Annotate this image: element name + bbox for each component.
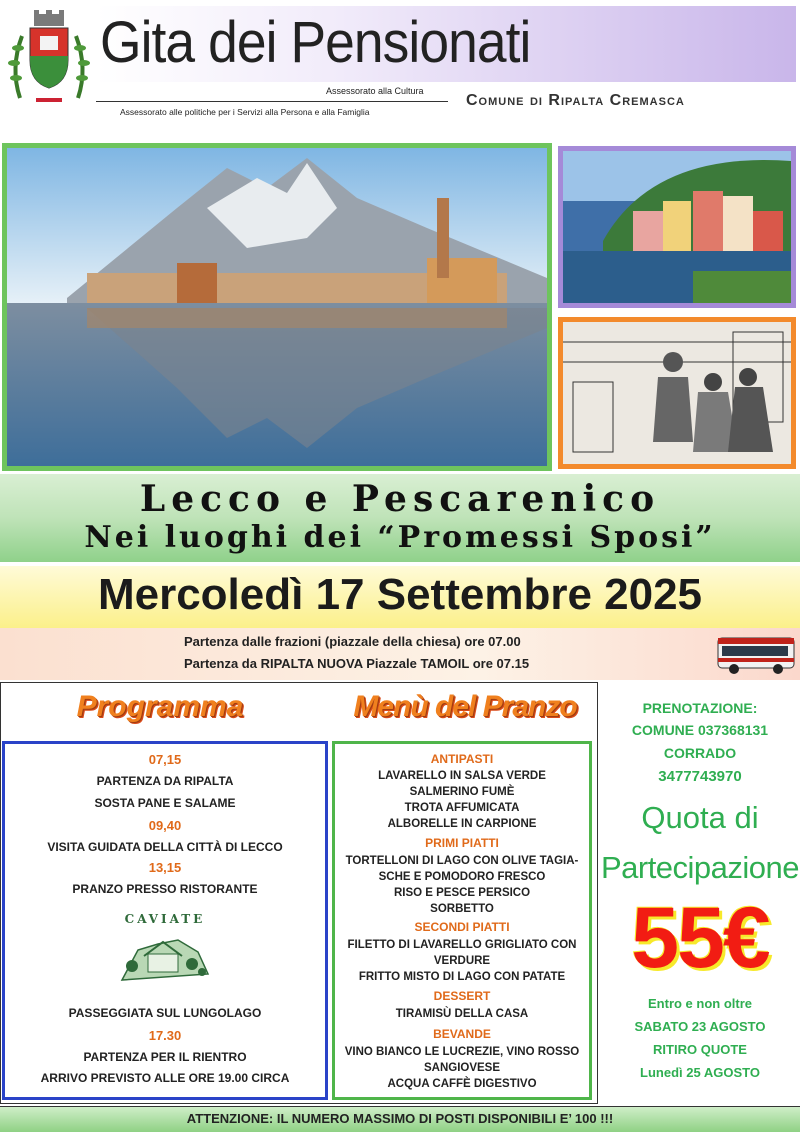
menu-item: ALBORELLE IN CARPIONE <box>387 818 537 830</box>
assessorato-servizi: Assessorato alle politiche per i Servizi alla Persona e alla Famiglia <box>120 107 370 117</box>
trip-date: Mercoledì 17 Settembre 2025 <box>97 570 703 619</box>
booking-label: PRENOTAZIONE: <box>642 700 758 716</box>
assessorato-cultura: Assessorato alla Cultura <box>326 86 424 96</box>
booking-contact-name: CORRADO <box>663 745 737 761</box>
program-time: 07,15 <box>148 752 182 767</box>
municipal-crest <box>6 8 92 108</box>
menu-item: SORBETTO <box>430 903 494 915</box>
destination-title: Lecco e Pescarenico <box>139 478 661 520</box>
menu-item: TORTELLONI DI LAGO CON OLIVE TAGIA- <box>345 855 579 867</box>
menu-item: SALMERINO FUMÈ <box>409 786 515 798</box>
varenna-village-photo <box>558 146 796 308</box>
menu-heading: Menù del Pranzo <box>353 690 577 723</box>
departure-line: Partenza dalle frazioni (piazzale della chiesa) ore 07.00 <box>184 634 521 649</box>
price: 55€ <box>631 890 769 986</box>
program-item: PRANZO PRESSO RISTORANTE <box>72 882 258 896</box>
lecco-lake-photo <box>2 143 552 471</box>
program-time: 09,40 <box>148 818 182 833</box>
program-item: VISITA GUIDATA DELLA CITTÀ DI LECCO <box>47 840 283 854</box>
menu-item: LAVARELLO IN SALSA VERDE <box>378 770 546 782</box>
menu-item: SCHE E POMODORO FRESCO <box>378 871 546 883</box>
program-time: 13,15 <box>148 860 182 875</box>
menu-category: BEVANDE <box>433 1027 491 1041</box>
program-item: ARRIVO PREVISTO ALLE ORE 19.00 CIRCA <box>40 1071 290 1085</box>
header-divider <box>96 101 448 102</box>
comune-name: Comune di Ripalta Cremasca <box>466 92 685 109</box>
menu-item: ACQUA CAFFÈ DIGESTIVO <box>387 1078 537 1090</box>
quota-label-line2: Partecipazione <box>600 850 800 885</box>
booking-phone-contact: 3477743970 <box>658 768 742 785</box>
menu-item: TROTA AFFUMICATA <box>404 802 520 814</box>
collection-line: RITIRO QUOTE <box>653 1042 747 1057</box>
menu-category: PRIMI PIATTI <box>425 836 499 850</box>
deadline-line: Entro e non oltre <box>648 996 752 1011</box>
menu-item: RISO E PESCE PERSICO <box>393 887 531 899</box>
page-title: Gita dei Pensionati <box>100 10 531 75</box>
menu-item: SANGIOVESE <box>423 1062 501 1074</box>
menu-item: TIRAMISÙ DELLA CASA <box>395 1008 529 1020</box>
menu-category: DESSERT <box>433 989 491 1003</box>
restaurant-logo <box>118 930 210 986</box>
program-item: PARTENZA DA RIPALTA <box>96 774 234 788</box>
footer-notice: ATTENZIONE: IL NUMERO MASSIMO DI POSTI DISPONIBILI E’ 100 !!! <box>186 1111 614 1126</box>
bus-icon <box>716 632 796 676</box>
collection-date: Lunedì 25 AGOSTO <box>640 1065 760 1080</box>
deadline-date: SABATO 23 AGOSTO <box>634 1019 766 1034</box>
menu-item: VINO BIANCO LE LUCREZIE, VINO ROSSO <box>344 1046 580 1058</box>
departure-line: Partenza da RIPALTA NUOVA Piazzale TAMOIL ore 07.15 <box>184 656 530 671</box>
promessi-sposi-engraving <box>558 317 796 469</box>
quota-label-line1: Quota di <box>641 800 759 835</box>
program-item: SOSTA PANE E SALAME <box>94 796 236 810</box>
destination-subtitle: Nei luoghi dei “Promessi Sposi” <box>84 520 716 555</box>
program-heading: Programma <box>76 690 244 723</box>
menu-item: FRITTO MISTO DI LAGO CON PATATE <box>358 971 566 983</box>
program-item: PARTENZA PER IL RIENTRO <box>83 1050 247 1064</box>
menu-item: VERDURE <box>433 955 491 967</box>
program-item: PASSEGGIATA SUL LUNGOLAGO <box>68 1006 262 1020</box>
menu-category: ANTIPASTI <box>430 752 494 766</box>
program-time: 17.30 <box>148 1028 182 1043</box>
restaurant-logo-text: CAVIATE <box>124 912 206 926</box>
booking-phone-comune: COMUNE 037368131 <box>631 722 769 738</box>
menu-item: FILETTO DI LAVARELLO GRIGLIATO CON <box>347 939 577 951</box>
menu-category: SECONDI PIATTI <box>414 920 510 934</box>
